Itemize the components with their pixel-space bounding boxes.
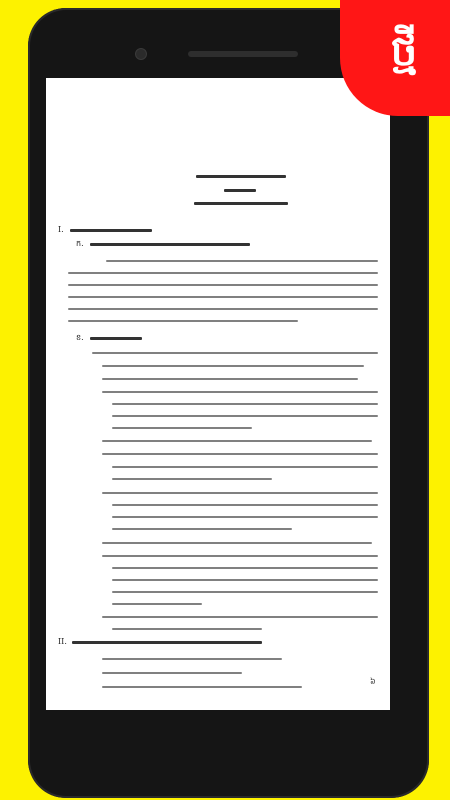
section-2-number: II.: [58, 637, 67, 646]
document-subtitle: [224, 189, 256, 192]
document-viewer[interactable]: [46, 78, 390, 710]
scanned-document-page: [46, 78, 390, 710]
text-line-27: [112, 603, 202, 605]
text-line-4: [68, 296, 378, 298]
text-line-29: [112, 628, 262, 630]
new-badge: [340, 0, 450, 116]
text-line-12: [112, 415, 378, 417]
text-line-1: [106, 260, 378, 262]
text-line-10: [102, 391, 378, 393]
new-badge-label: ថ្មី: [390, 26, 418, 75]
text-line-26: [112, 591, 378, 593]
text-line-24: [112, 567, 378, 569]
text-line-19: [112, 504, 378, 506]
text-line-8: [102, 365, 364, 367]
section-2-heading: [72, 641, 262, 644]
text-line-11: [112, 403, 378, 405]
text-line-21: [112, 528, 292, 530]
text-line-13: [112, 427, 252, 429]
text-line-23: [102, 555, 378, 557]
text-line-6: [68, 320, 298, 322]
text-line-14: [102, 440, 372, 442]
text-line-16: [112, 466, 378, 468]
speaker-grille: [188, 51, 298, 57]
text-line-5: [68, 308, 378, 310]
subsection-a-letter: ក.: [76, 239, 84, 248]
text-line-9: [102, 378, 358, 380]
page-number: ៦: [370, 677, 376, 686]
camera-icon: [135, 48, 147, 60]
subsection-a-heading: [90, 243, 250, 246]
text-line-30: [102, 658, 282, 660]
text-line-22: [102, 542, 372, 544]
subsection-b-heading: [90, 337, 142, 340]
subsection-b-letter: ខ.: [76, 333, 84, 342]
text-line-32: [102, 686, 302, 688]
document-title: [196, 175, 286, 178]
text-line-15: [102, 453, 378, 455]
text-line-17: [112, 478, 272, 480]
text-line-31: [102, 672, 242, 674]
text-line-20: [112, 516, 378, 518]
text-line-25: [112, 579, 378, 581]
text-line-7: [92, 352, 378, 354]
text-line-2: [68, 272, 378, 274]
document-subtitle-2: [194, 202, 288, 205]
text-line-18: [102, 492, 378, 494]
section-1-number: I.: [58, 225, 64, 234]
section-1-heading: [70, 229, 152, 232]
text-line-3: [68, 284, 378, 286]
text-line-28: [102, 616, 378, 618]
